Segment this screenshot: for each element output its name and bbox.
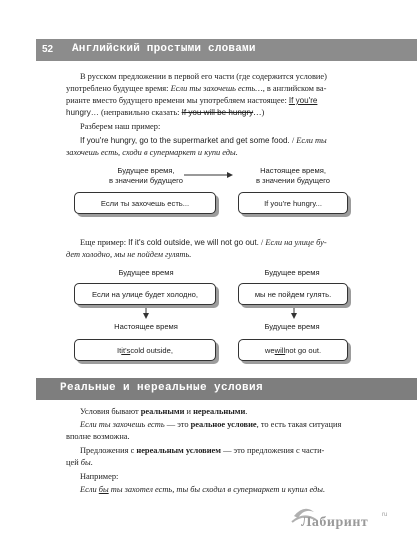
section-line-6: Например:	[80, 472, 119, 481]
diagram2-bottom-left-box: It it's cold outside,	[74, 339, 216, 361]
diagram2-top-left-label: Будущее время	[118, 268, 174, 277]
page-number: 52	[42, 44, 54, 55]
page-header-title: Английский простыми словами	[72, 43, 256, 55]
diagram2-top-right-box: мы не пойдем гулять.	[238, 283, 348, 305]
example1-lead: Разберем наш пример:	[80, 122, 161, 131]
intro-line-4: hungry… (неправильно сказать: If you will be hungry…)	[66, 108, 265, 117]
section-line-7: Если бы ты захотел есть, ты бы сходил в супермаркет и купил еды.	[80, 485, 326, 494]
intro-line-1: В русском предложении в первой его части (где содержится условие)	[80, 72, 327, 81]
diagram1-right-box: If you're hungry...	[238, 192, 348, 214]
diagram1-left-label: Будущее время, в значении будущего	[108, 166, 183, 185]
diagram2-bottom-right-label: Будущее время	[264, 322, 320, 331]
intro-line-2: употреблено будущее время: Если ты захочешь есть…, в английском ва-	[66, 84, 327, 93]
example2-line-2: дет холодно, мы не пойдем гулять.	[66, 250, 192, 259]
example1-line-2: захочешь есть, сходи в супермаркет и купи еды.	[66, 148, 238, 157]
intro-line-3: рианте вместо будущего времени мы употребляем настоящее: If you're	[66, 96, 318, 105]
example1-line-1: If you're hungry, go to the supermarket and get some food. / Если ты	[80, 136, 327, 145]
diagram2-top-left-box: Если на улице будет холодно,	[74, 283, 216, 305]
example2-line-1: Еще пример: If it's cold outside, we will not go out. / Если на улице бу-	[80, 238, 327, 247]
section-line-5: цей бы.	[66, 458, 93, 467]
diagram2-top-right-label: Будущее время	[264, 268, 320, 277]
section-line-1: Условия бывают реальными и нереальными.	[80, 407, 248, 416]
diagram1-left-box: Если ты захочешь есть...	[74, 192, 216, 214]
watermark-mark: ru	[382, 512, 388, 518]
section-line-4: Предложения с нереальным условием — это предложения с части-	[80, 446, 325, 455]
section-title: Реальные и нереальные условия	[60, 382, 264, 394]
diagram2-bottom-left-label: Настоящее время	[114, 322, 178, 331]
diagram2-bottom-right-box: we will not go out.	[238, 339, 348, 361]
watermark-text: Лабиринт	[301, 515, 369, 530]
section-line-3: вполне возможна.	[66, 432, 130, 441]
section-line-2: Если ты захочешь есть — это реальное условие, то есть такая ситуация	[80, 420, 342, 429]
diagram1-right-label: Настоящее время, в значении будущего	[255, 166, 330, 185]
